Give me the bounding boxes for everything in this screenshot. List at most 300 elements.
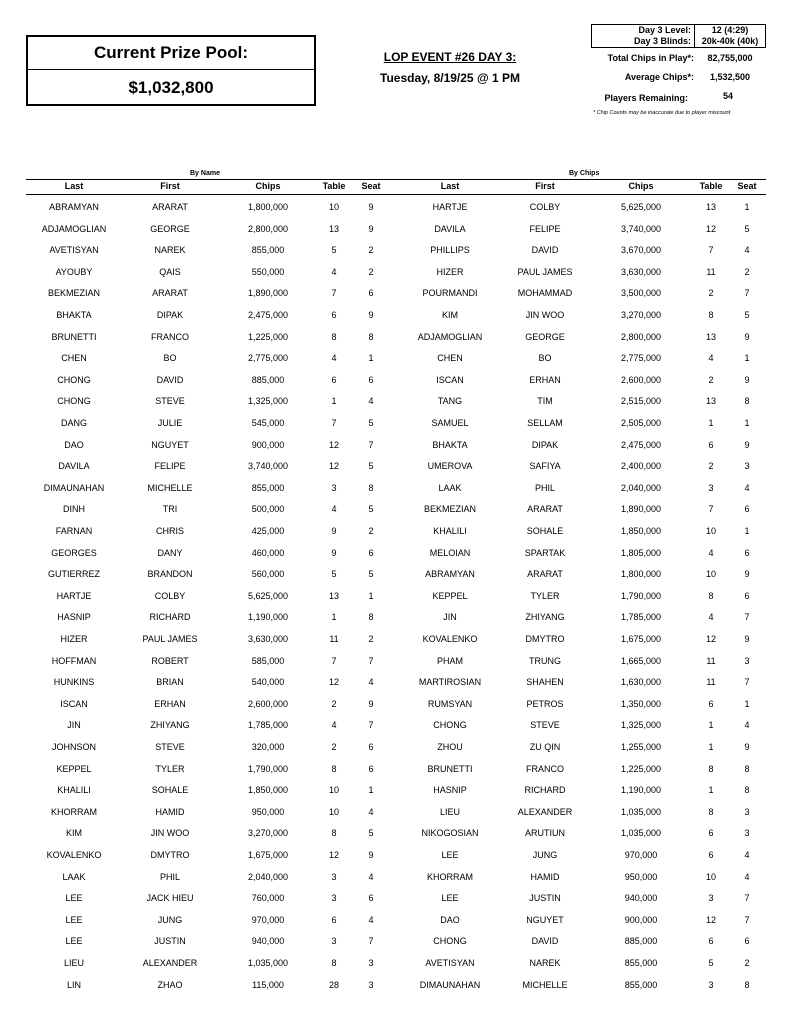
by-chips-seat-cell: 3: [744, 655, 750, 666]
by-name-seat-cell: 6: [368, 893, 374, 904]
by-name-chips-cell: 940,000: [251, 936, 285, 947]
table-row: [0, 931, 791, 953]
table-row: [0, 478, 791, 500]
by-name-seat-cell: 4: [368, 871, 374, 882]
by-name-table-cell: 2: [331, 698, 337, 709]
by-name-table-cell: 12: [328, 677, 339, 688]
by-chips-table-cell: 8: [708, 806, 714, 817]
by-name-chips-cell: 1,800,000: [247, 202, 289, 212]
by-name-first-cell: FRANCO: [151, 331, 189, 342]
by-name-last-cell: DIMAUNAHAN: [43, 482, 105, 493]
by-chips-last-cell: MARTIROSIAN: [418, 677, 482, 688]
by-chips-chips-cell: 3,630,000: [620, 266, 662, 277]
by-name-last-cell: KOVALENKO: [46, 850, 102, 860]
event-title: LOP EVENT #26 DAY 3:: [383, 50, 517, 64]
by-name-seat-cell: 8: [368, 612, 374, 623]
by-chips-first-cell: ZU QIN: [529, 742, 561, 752]
by-chips-seat-cell: 5: [744, 310, 750, 320]
by-name-first-cell: QAIS: [159, 266, 181, 277]
by-chips-table-cell: 4: [708, 612, 714, 623]
by-chips-table-cell: 2: [708, 461, 714, 472]
by-name-last-cell: BHAKTA: [56, 310, 92, 320]
by-name-first-cell: DIPAK: [156, 310, 184, 320]
by-chips-table-cell: 6: [708, 936, 714, 947]
by-name-first-cell: DAVID: [156, 374, 184, 385]
by-name-chips-cell: 1,675,000: [247, 850, 289, 860]
by-chips-first-cell: BO: [538, 353, 552, 364]
by-name-last-cell: ABRAMYAN: [49, 202, 99, 212]
by-name-first-cell: MICHELLE: [147, 482, 193, 493]
by-chips-table-cell: 1: [708, 785, 714, 796]
by-chips-last-cell: HASNIP: [433, 785, 467, 796]
table-row: [0, 499, 791, 521]
by-chips-seat-cell: 6: [744, 504, 750, 515]
header-first-name-2: First: [535, 181, 555, 191]
by-name-chips-cell: 320,000: [251, 742, 285, 752]
by-name-first-cell: GEORGE: [150, 223, 190, 234]
by-chips-chips-cell: 3,500,000: [620, 288, 662, 299]
by-name-table-cell: 4: [331, 266, 337, 277]
by-chips-seat-cell: 9: [744, 374, 750, 385]
by-chips-chips-cell: 1,850,000: [620, 526, 662, 536]
by-name-last-cell: ADJAMOGLIAN: [41, 223, 107, 234]
by-chips-first-cell: COLBY: [529, 202, 561, 212]
by-name-table-cell: 12: [328, 461, 339, 472]
by-name-first-cell: ROBERT: [151, 655, 189, 666]
by-chips-last-cell: LEE: [441, 893, 459, 904]
by-chips-seat-cell: 3: [744, 806, 750, 817]
by-name-chips-cell: 540,000: [251, 677, 285, 688]
by-chips-last-cell: PHAM: [436, 655, 463, 666]
by-name-table-cell: 7: [331, 418, 337, 428]
by-chips-chips-cell: 1,665,000: [620, 655, 662, 666]
by-name-table-cell: 4: [331, 353, 337, 364]
by-chips-table-cell: 13: [705, 396, 716, 407]
by-chips-first-cell: DIPAK: [531, 439, 559, 450]
by-chips-seat-cell: 1: [744, 526, 750, 536]
by-name-seat-cell: 7: [368, 720, 374, 731]
by-name-first-cell: PHIL: [159, 871, 180, 882]
table-row: [0, 910, 791, 932]
by-chips-chips-cell: 2,800,000: [620, 331, 662, 342]
players-remaining-value: 54: [722, 91, 733, 101]
chip-count-footnote: * Chip Counts may be inaccurate due to player miscount: [593, 110, 731, 116]
by-name-seat-cell: 6: [368, 763, 374, 774]
by-chips-chips-cell: 855,000: [624, 958, 658, 968]
by-name-table-cell: 11: [329, 634, 339, 644]
by-chips-last-cell: SAMUEL: [431, 418, 469, 428]
by-name-last-cell: JIN: [67, 720, 81, 731]
by-name-seat-cell: 2: [368, 245, 374, 256]
table-row: [0, 391, 791, 413]
by-chips-last-cell: LIEU: [439, 806, 460, 817]
by-name-seat-cell: 8: [368, 482, 374, 493]
by-name-first-cell: COLBY: [154, 590, 186, 601]
blinds-label: Day 3 Blinds:: [633, 36, 691, 46]
table-row: [0, 759, 791, 781]
by-chips-last-cell: KOVALENKO: [422, 634, 478, 644]
by-chips-last-cell: HARTJE: [432, 202, 468, 212]
by-chips-table-cell: 3: [708, 979, 714, 990]
by-name-seat-cell: 2: [368, 266, 374, 277]
by-name-chips-cell: 425,000: [251, 526, 285, 536]
by-name-chips-cell: 550,000: [251, 266, 285, 277]
by-chips-seat-cell: 9: [744, 742, 750, 752]
table-row: [0, 435, 791, 457]
by-chips-first-cell: NGUYET: [526, 914, 564, 925]
by-chips-first-cell: JUNG: [532, 850, 558, 860]
by-chips-last-cell: BRUNETTI: [427, 763, 473, 774]
by-name-chips-cell: 1,035,000: [247, 958, 289, 968]
by-chips-last-cell: AVETISYAN: [425, 958, 475, 968]
table-row: [0, 845, 791, 867]
table-row: [0, 823, 791, 845]
by-chips-last-cell: KEPPEL: [432, 590, 468, 601]
table-row: [0, 607, 791, 629]
by-name-table-cell: 8: [331, 828, 337, 839]
by-name-table-cell: 6: [331, 914, 337, 925]
by-name-first-cell: ALEXANDER: [142, 958, 198, 968]
by-chips-table-cell: 8: [708, 310, 714, 320]
by-name-chips-cell: 585,000: [251, 655, 285, 666]
header-seat: Seat: [361, 181, 381, 191]
by-chips-first-cell: PAUL JAMES: [517, 266, 573, 277]
by-name-last-cell: CHEN: [61, 353, 87, 364]
by-chips-chips-cell: 2,475,000: [620, 439, 662, 450]
by-chips-seat-cell: 6: [744, 590, 750, 601]
by-chips-first-cell: HAMID: [530, 871, 560, 882]
by-name-last-cell: GUTIERREZ: [47, 569, 100, 580]
by-chips-chips-cell: 2,505,000: [620, 418, 662, 428]
header-first-name: First: [160, 181, 180, 191]
total-chips-value: 82,755,000: [707, 53, 753, 63]
by-chips-chips-cell: 1,785,000: [620, 612, 662, 623]
by-chips-last-cell: NIKOGOSIAN: [421, 828, 479, 839]
by-name-first-cell: FELIPE: [154, 461, 186, 472]
by-name-first-cell: TYLER: [155, 763, 185, 774]
by-chips-first-cell: TYLER: [530, 590, 560, 601]
by-chips-last-cell: RUMSYAN: [427, 698, 473, 709]
by-chips-last-cell: MELOIAN: [429, 547, 471, 558]
by-chips-seat-cell: 4: [744, 482, 750, 493]
by-name-seat-cell: 4: [368, 396, 374, 407]
by-name-chips-cell: 460,000: [251, 547, 285, 558]
by-name-first-cell: BRIAN: [156, 677, 184, 688]
by-name-first-cell: DMYTRO: [150, 850, 190, 860]
by-name-chips-cell: 1,325,000: [247, 396, 289, 407]
by-name-chips-cell: 1,785,000: [247, 720, 289, 731]
column-headers: [0, 181, 791, 194]
by-name-seat-cell: 5: [368, 828, 374, 839]
by-name-chips-cell: 3,630,000: [247, 634, 289, 644]
by-chips-seat-cell: 1: [744, 353, 750, 364]
by-chips-seat-cell: 4: [744, 850, 750, 860]
by-name-first-cell: STEVE: [155, 396, 185, 407]
by-name-table-cell: 6: [331, 310, 337, 320]
by-chips-first-cell: ARARAT: [527, 504, 563, 515]
by-name-seat-cell: 4: [368, 677, 374, 688]
by-name-last-cell: CHONG: [57, 396, 91, 407]
by-name-last-cell: LIN: [66, 979, 81, 990]
by-chips-chips-cell: 3,740,000: [620, 223, 662, 234]
by-name-table-cell: 8: [331, 331, 337, 342]
by-chips-seat-cell: 7: [744, 914, 750, 925]
by-chips-last-cell: KHALILI: [433, 526, 467, 536]
by-chips-first-cell: STEVE: [530, 720, 560, 731]
by-name-last-cell: DAVILA: [58, 461, 90, 472]
by-name-table-cell: 3: [331, 871, 337, 882]
by-name-seat-cell: 5: [368, 569, 374, 580]
by-name-chips-cell: 1,890,000: [247, 288, 289, 299]
by-chips-last-cell: ISCAN: [436, 374, 464, 385]
by-chips-chips-cell: 900,000: [624, 914, 658, 925]
by-name-seat-cell: 6: [368, 288, 374, 299]
by-name-table-cell: 3: [331, 482, 337, 493]
by-chips-seat-cell: 1: [744, 418, 750, 428]
by-name-first-cell: TRI: [162, 504, 178, 515]
by-chips-table-cell: 12: [705, 634, 716, 644]
by-name-first-cell: STEVE: [155, 742, 185, 752]
by-chips-first-cell: SOHALE: [526, 526, 564, 536]
by-name-table-cell: 2: [331, 742, 337, 752]
by-name-table-cell: 5: [331, 569, 337, 580]
by-chips-last-cell: ZHOU: [437, 742, 463, 752]
by-chips-last-cell: KIM: [441, 310, 458, 320]
by-name-seat-cell: 5: [368, 504, 374, 515]
by-chips-seat-cell: 9: [744, 569, 750, 580]
by-name-chips-cell: 545,000: [251, 418, 285, 428]
by-name-chips-cell: 1,850,000: [247, 785, 289, 796]
by-name-last-cell: CHONG: [57, 374, 91, 385]
by-name-chips-cell: 560,000: [251, 569, 285, 580]
by-name-last-cell: LEE: [65, 936, 83, 947]
by-name-seat-cell: 1: [368, 590, 374, 601]
by-chips-seat-cell: 6: [744, 547, 750, 558]
by-chips-table-cell: 13: [705, 331, 716, 342]
by-chips-seat-cell: 7: [744, 288, 750, 299]
by-name-seat-cell: 8: [368, 331, 374, 342]
by-chips-table-cell: 11: [706, 266, 716, 277]
table-row: [0, 802, 791, 824]
by-name-table-cell: 6: [331, 374, 337, 385]
by-chips-first-cell: GEORGE: [525, 331, 565, 342]
by-name-table-cell: 12: [328, 850, 339, 860]
by-chips-seat-cell: 2: [744, 958, 750, 968]
by-chips-seat-cell: 8: [744, 763, 750, 774]
by-name-seat-cell: 6: [368, 374, 374, 385]
by-chips-seat-cell: 4: [744, 720, 750, 731]
by-name-last-cell: HIZER: [60, 634, 88, 644]
by-chips-chips-cell: 2,600,000: [620, 374, 662, 385]
by-name-first-cell: JUSTIN: [154, 936, 186, 947]
table-row: [0, 953, 791, 975]
by-name-seat-cell: 7: [368, 439, 374, 450]
by-chips-table-cell: 1: [708, 418, 714, 428]
header-seat-2: Seat: [737, 181, 757, 191]
by-chips-first-cell: TRUNG: [529, 655, 561, 666]
by-name-table-cell: 10: [328, 785, 339, 796]
by-name-first-cell: NGUYET: [151, 439, 189, 450]
table-row: [0, 672, 791, 694]
by-chips-table-cell: 7: [708, 504, 714, 515]
by-name-last-cell: KHALILI: [57, 785, 91, 796]
by-chips-seat-cell: 2: [744, 266, 750, 277]
by-name-table-cell: 7: [331, 655, 337, 666]
by-name-last-cell: LEE: [65, 893, 83, 904]
by-name-first-cell: JULIE: [157, 418, 183, 428]
by-name-table-cell: 13: [328, 590, 339, 601]
by-name-chips-cell: 3,740,000: [247, 461, 289, 472]
by-name-first-cell: ZHAO: [157, 979, 183, 990]
by-name-label: By Name: [190, 170, 220, 177]
by-chips-table-cell: 2: [708, 288, 714, 299]
by-name-first-cell: CHRIS: [155, 526, 184, 536]
by-name-table-cell: 3: [331, 936, 337, 947]
by-name-seat-cell: 9: [368, 223, 374, 234]
by-name-last-cell: BEKMEZIAN: [47, 288, 100, 299]
by-chips-chips-cell: 1,035,000: [620, 828, 662, 839]
by-name-seat-cell: 3: [368, 979, 374, 990]
by-name-chips-cell: 1,225,000: [247, 331, 289, 342]
by-chips-last-cell: DAO: [440, 914, 460, 925]
by-chips-last-cell: BEKMEZIAN: [423, 504, 476, 515]
by-name-table-cell: 1: [331, 396, 337, 407]
by-chips-chips-cell: 1,800,000: [620, 569, 662, 580]
by-name-last-cell: DINH: [63, 504, 85, 515]
prize-pool-value: $1,032,800: [128, 78, 214, 97]
by-chips-last-cell: HIZER: [436, 266, 464, 277]
by-chips-table-cell: 1: [708, 742, 714, 752]
table-row: [0, 197, 791, 219]
by-name-seat-cell: 5: [368, 418, 374, 428]
by-chips-seat-cell: 9: [744, 331, 750, 342]
by-chips-chips-cell: 2,775,000: [620, 353, 662, 364]
by-chips-last-cell: BHAKTA: [432, 439, 468, 450]
by-name-table-cell: 13: [328, 223, 339, 234]
by-chips-seat-cell: 4: [744, 245, 750, 256]
by-chips-first-cell: FRANCO: [526, 763, 564, 774]
by-name-seat-cell: 9: [368, 202, 374, 212]
by-name-last-cell: HUNKINS: [53, 677, 95, 688]
by-chips-seat-cell: 8: [744, 785, 750, 796]
by-chips-chips-cell: 940,000: [624, 893, 658, 904]
by-name-seat-cell: 6: [368, 547, 374, 558]
by-chips-chips-cell: 885,000: [624, 936, 658, 947]
table-row: [0, 240, 791, 262]
by-chips-label: By Chips: [569, 170, 600, 177]
by-chips-table-cell: 11: [706, 677, 716, 688]
by-chips-last-cell: ABRAMYAN: [425, 569, 475, 580]
by-chips-table-cell: 10: [705, 569, 716, 580]
blinds-value: 20k-40k (40k): [701, 36, 759, 46]
by-chips-first-cell: TIM: [537, 396, 553, 407]
by-name-chips-cell: 1,790,000: [247, 763, 289, 774]
by-name-seat-cell: 3: [368, 958, 374, 968]
by-name-chips-cell: 2,040,000: [247, 871, 289, 882]
header-top-rule: [26, 179, 766, 180]
by-chips-table-cell: 1: [708, 720, 714, 731]
table-row: [0, 413, 791, 435]
by-name-last-cell: AVETISYAN: [49, 245, 99, 256]
by-name-first-cell: NAREK: [154, 245, 186, 256]
table-row: [0, 305, 791, 327]
by-chips-table-cell: 10: [705, 526, 716, 536]
by-chips-table-cell: 3: [708, 893, 714, 904]
table-row: [0, 564, 791, 586]
by-chips-seat-cell: 9: [744, 439, 750, 450]
by-chips-seat-cell: 1: [744, 202, 750, 212]
by-chips-first-cell: FELIPE: [529, 223, 561, 234]
by-name-seat-cell: 5: [368, 461, 374, 472]
by-chips-first-cell: RICHARD: [524, 785, 566, 796]
by-name-first-cell: JUNG: [157, 914, 183, 925]
by-name-seat-cell: 2: [368, 634, 374, 644]
event-datetime: Tuesday, 8/19/25 @ 1 PM: [380, 71, 520, 85]
header-table: Table: [322, 181, 346, 191]
by-chips-chips-cell: 970,000: [624, 850, 658, 860]
by-name-first-cell: DANY: [157, 547, 183, 558]
by-name-table-cell: 9: [331, 526, 337, 536]
header-chips: Chips: [255, 181, 281, 191]
table-row: [0, 327, 791, 349]
by-name-chips-cell: 855,000: [251, 245, 285, 256]
by-chips-chips-cell: 1,890,000: [620, 504, 662, 515]
by-name-first-cell: RICHARD: [149, 612, 191, 623]
by-name-last-cell: KEPPEL: [56, 763, 92, 774]
by-chips-chips-cell: 1,225,000: [620, 763, 662, 774]
table-row: [0, 888, 791, 910]
by-name-table-cell: 4: [331, 504, 337, 515]
by-chips-table-cell: 5: [708, 958, 714, 968]
by-chips-table-cell: 8: [708, 590, 714, 601]
header-chips-2: Chips: [628, 181, 654, 191]
by-chips-table-cell: 7: [708, 245, 714, 256]
by-chips-first-cell: MOHAMMAD: [517, 288, 573, 299]
by-chips-first-cell: DAVID: [531, 936, 559, 947]
by-name-first-cell: HAMID: [155, 806, 185, 817]
by-chips-first-cell: JUSTIN: [529, 893, 561, 904]
table-row: [0, 975, 791, 997]
by-name-first-cell: ARARAT: [152, 288, 188, 299]
players-remaining-label: Players Remaining:: [604, 93, 688, 103]
by-chips-seat-cell: 3: [744, 828, 750, 839]
by-chips-table-cell: 13: [705, 202, 716, 212]
by-chips-chips-cell: 1,035,000: [620, 806, 662, 817]
by-name-last-cell: KIM: [65, 828, 82, 839]
by-name-table-cell: 9: [331, 547, 337, 558]
by-name-chips-cell: 2,775,000: [247, 353, 289, 364]
by-chips-last-cell: ADJAMOGLIAN: [417, 331, 483, 342]
by-name-chips-cell: 115,000: [252, 979, 284, 990]
by-chips-chips-cell: 3,670,000: [620, 245, 662, 256]
by-chips-table-cell: 12: [705, 223, 716, 234]
by-chips-first-cell: ZHIYANG: [525, 612, 565, 623]
by-chips-table-cell: 10: [705, 871, 716, 882]
by-chips-chips-cell: 2,515,000: [620, 396, 662, 407]
table-row: [0, 262, 791, 284]
by-name-seat-cell: 2: [368, 526, 374, 536]
by-chips-chips-cell: 1,790,000: [620, 590, 662, 601]
level-label: Day 3 Level:: [638, 25, 691, 35]
total-chips-label: Total Chips in Play*:: [607, 53, 694, 63]
by-chips-last-cell: DAVILA: [434, 223, 466, 234]
by-chips-first-cell: PHIL: [534, 482, 555, 493]
by-chips-seat-cell: 7: [744, 612, 750, 623]
by-chips-seat-cell: 6: [744, 936, 750, 947]
table-row: [0, 586, 791, 608]
by-name-last-cell: HOFFMAN: [51, 655, 97, 666]
table-row: [0, 456, 791, 478]
